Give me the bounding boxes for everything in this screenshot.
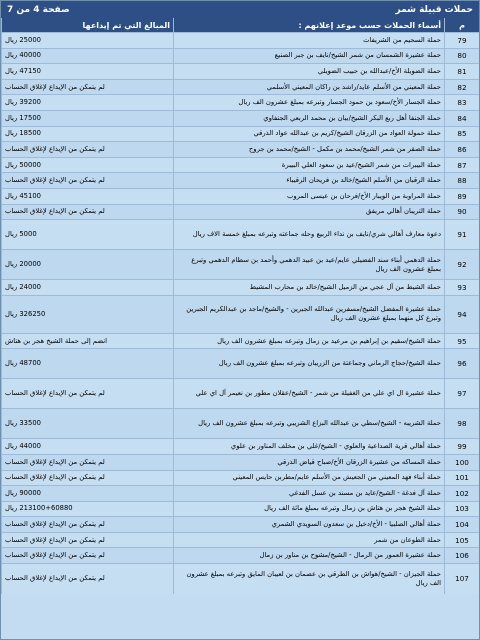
row-amount: 90000 ريال: [2, 486, 174, 502]
table-row: [2, 548, 480, 564]
row-amount: 44000 ريال: [2, 439, 174, 455]
row-amount: لم يتمكن من الإيداع لإغلاق الحساب: [2, 173, 174, 189]
row-campaign-name: حملة الجنفا أهل ربع البكر الشيخ/بيان بن محمد الربعي الجنفاوي: [174, 110, 445, 126]
row-amount: لم يتمكن من الإيداع لإغلاق الحساب: [2, 470, 174, 486]
row-campaign-name: حملة الشيط من آل عجي من الزميل الشيخ/خالد بن محارب المشيط: [174, 280, 445, 296]
row-number: 103: [445, 501, 480, 517]
row-number: 94: [445, 295, 480, 333]
row-campaign-name: حملة البيبرات من شمر الشيخ/عيد بن سعود العلي البيبرة: [174, 157, 445, 173]
table-row: [2, 250, 480, 280]
table-row: [2, 220, 480, 250]
table-row: [2, 280, 480, 296]
row-campaign-name: حملة الدهمي أبناء سند الفضيلي عايم/عيد بن عبيد الدهمي وأحمد بن سطام الدهمي وتبرع بمبلغ عشرون الف ريال: [174, 250, 445, 280]
column-header-amount: المبالغ التي تم إيداعها: [2, 18, 174, 33]
row-amount: لم يتمكن من الإيداع لإغلاق الحساب: [2, 517, 174, 533]
row-campaign-name: حملة عشيرة ال اي علي من الغفيلة من شمر - الشيخ/عقلان مطور بن نعيمر آل اي علي: [174, 379, 445, 409]
table-row: [2, 173, 480, 189]
row-number: 88: [445, 173, 480, 189]
row-amount: 39200 ريال: [2, 95, 174, 111]
row-amount: 47150 ريال: [2, 64, 174, 80]
row-campaign-name: حملة عشيرة الشمسان من شمر الشيخ/نايف بن جبر الصنيع: [174, 48, 445, 64]
table-row: [2, 79, 480, 95]
row-campaign-name: حملة الشيخ/سقيم بن إبراهيم بن مرعيد بن زمال وتبرعه بمبلغ عشرون الف ريال: [174, 333, 445, 349]
row-number: 96: [445, 349, 480, 379]
row-campaign-name: حملة الشريبه - الشيخ/سطي بن عبدالله البزاع الشريبي وتبرعه بمبلغ عشرون الف ريال: [174, 409, 445, 439]
row-amount: لم يتمكن من الإيداع لإغلاق الحساب: [2, 532, 174, 548]
table-row: [2, 333, 480, 349]
table-row: [2, 532, 480, 548]
row-campaign-name: حملة أهالي الصلبيا - الأخ/دخيل بن سعدون السويدي الشمري: [174, 517, 445, 533]
row-number: 102: [445, 486, 480, 502]
row-amount: 213100+60880 ريال: [2, 501, 174, 517]
row-campaign-name: حملة الجيزان - الشيخ/هواش بن الطرقي بن عصمان بن لعيبان المايق وتبرعه بمبلغ عشرون الف ريال: [174, 564, 445, 594]
row-number: 107: [445, 564, 480, 594]
row-amount: 18500 ريال: [2, 126, 174, 142]
row-amount: لم يتمكن من الإيداع لإغلاق الحساب: [2, 564, 174, 594]
row-campaign-name: حملة الطوعان من شمر: [174, 532, 445, 548]
row-number: 99: [445, 439, 480, 455]
row-amount: لم يتمكن من الإيداع لإغلاق الحساب: [2, 204, 174, 220]
page-indicator: صفحة 4 من 7: [7, 4, 70, 15]
row-number: 90: [445, 204, 480, 220]
row-amount: 5000 ريال: [2, 220, 174, 250]
table-row: [2, 517, 480, 533]
table-row: [2, 564, 480, 594]
row-amount: 40000 ريال: [2, 48, 174, 64]
table-row: [2, 126, 480, 142]
table-row: [2, 188, 480, 204]
row-campaign-name: حملة الرقبان من الأسلم الشيخ/خالد بن فريحان الرقيباء: [174, 173, 445, 189]
row-campaign-name: حملة آل فدغة - الشيخ/عايد بن مسند بن عسل الفدغي: [174, 486, 445, 502]
table-row: [2, 454, 480, 470]
table-header-row: [2, 18, 480, 33]
row-number: 79: [445, 33, 480, 49]
row-amount: 48700 ريال: [2, 349, 174, 379]
row-campaign-name: حملة عشيرة المفضل الشيخ/مسفرين عبدالله الجبرين - والشيخ/ماجد بن عبدالكريم الجبرين وتبرع كل منهما بمبلغ عشرون الف ريال: [174, 295, 445, 333]
row-amount: 20000 ريال: [2, 250, 174, 280]
row-campaign-name: حملة حمولة العواد من الزرقان الشيخ/كريم بن عبدالله عواد الذرقي: [174, 126, 445, 142]
row-number: 106: [445, 548, 480, 564]
row-campaign-name: حملة الشيخ/حجاج الرماني وجماعتة من الزريبان وتبرعه بمبلغ عشرون الف ريال: [174, 349, 445, 379]
table-row: [2, 379, 480, 409]
row-campaign-name: حملة الصقر من شمر الشيخ/محمد بن مكمل - الشيخ/محمد بن جروح: [174, 142, 445, 158]
column-header-number: م: [445, 18, 480, 33]
row-amount: 45100 ريال: [2, 188, 174, 204]
row-campaign-name: حملة أبناء فهد المعيني من الجعيش من الأسلم عايم/مطربن حايس المعيني: [174, 470, 445, 486]
table-row: [2, 349, 480, 379]
row-campaign-name: حملة الجسار الأخ/سعود بن حمود الجسار وتبرعه بمبلغ عشرون الف ريال: [174, 95, 445, 111]
table-row: [2, 48, 480, 64]
table-row: [2, 64, 480, 80]
row-campaign-name: دعوة معارف أهالي شري/نايف بن نداء الربيع وحله جماعته وتبرعه بمبلغ خمسة الاف ريال: [174, 220, 445, 250]
campaigns-table: [1, 18, 479, 594]
row-number: 91: [445, 220, 480, 250]
column-header-campaign: أسماء الحملات حسب موعد إعلانهم :: [174, 18, 445, 33]
row-campaign-name: حملة المعيني من الأسلم عايد/راشد بن راكان المعيني الأسلمي: [174, 79, 445, 95]
row-number: 100: [445, 454, 480, 470]
table-row: [2, 142, 480, 158]
row-number: 89: [445, 188, 480, 204]
table-row: [2, 95, 480, 111]
row-campaign-name: حملة المساكه من عشيرة الزرقان الأخ/صباح قياض الذرقي: [174, 454, 445, 470]
row-number: 86: [445, 142, 480, 158]
table-row: [2, 439, 480, 455]
row-number: 80: [445, 48, 480, 64]
row-campaign-name: حملة أهالي قرية الصداعية والعلوي - الشيخ/غلي بن مخلف المناور بن علوي: [174, 439, 445, 455]
table-body: [2, 33, 480, 594]
row-number: 82: [445, 79, 480, 95]
row-amount: لم يتمكن من الإيداع لإغلاق الحساب: [2, 548, 174, 564]
row-number: 104: [445, 517, 480, 533]
table-row: [2, 204, 480, 220]
row-amount: 25000 ريال: [2, 33, 174, 49]
row-amount: لم يتمكن من الإيداع لإغلاق الحساب: [2, 454, 174, 470]
table-row: [2, 486, 480, 502]
table-row: [2, 33, 480, 49]
document-title: حملات قبيلة شمر: [395, 4, 473, 15]
row-number: 92: [445, 250, 480, 280]
row-number: 95: [445, 333, 480, 349]
row-campaign-name: حملة التريبان أهالي مريفق: [174, 204, 445, 220]
row-number: 85: [445, 126, 480, 142]
row-number: 83: [445, 95, 480, 111]
row-number: 84: [445, 110, 480, 126]
table-row: [2, 501, 480, 517]
row-amount: 50000 ريال: [2, 157, 174, 173]
row-number: 97: [445, 379, 480, 409]
row-number: 101: [445, 470, 480, 486]
row-amount: 17500 ريال: [2, 110, 174, 126]
row-campaign-name: حملة المراوبة من الويبار الأخ/فرحان بن عيسى المروب: [174, 188, 445, 204]
table-row: [2, 110, 480, 126]
row-campaign-name: حملة الشيخ هجر بن هتاش بن زمال وتبرعه بمبلغ مائة الف ريال: [174, 501, 445, 517]
table-row: [2, 470, 480, 486]
row-number: 98: [445, 409, 480, 439]
row-amount: 33500 ريال: [2, 409, 174, 439]
row-number: 93: [445, 280, 480, 296]
row-number: 81: [445, 64, 480, 80]
row-amount: انضم إلى حملة الشيخ هجر بن هتاش: [2, 333, 174, 349]
table-row: [2, 409, 480, 439]
title-bar: [1, 1, 479, 18]
row-amount: لم يتمكن من الإيداع لإغلاق الحساب: [2, 379, 174, 409]
row-campaign-name: حملة السحيم من الشريفات: [174, 33, 445, 49]
table-row: [2, 295, 480, 333]
row-amount: 24000 ريال: [2, 280, 174, 296]
row-campaign-name: حملة عشيرة العمور من الرمال - الشيخ/مشوح بن مناور بن زمال: [174, 548, 445, 564]
row-amount: لم يتمكن من الإيداع لإغلاق الحساب: [2, 142, 174, 158]
table-row: [2, 157, 480, 173]
row-amount: لم يتمكن من الإيداع لإغلاق الحساب: [2, 79, 174, 95]
row-number: 87: [445, 157, 480, 173]
row-campaign-name: حملة الضويلة الأخ/عبدالله بن حبيب الضويلي: [174, 64, 445, 80]
row-number: 105: [445, 532, 480, 548]
row-amount: 326250 ريال: [2, 295, 174, 333]
